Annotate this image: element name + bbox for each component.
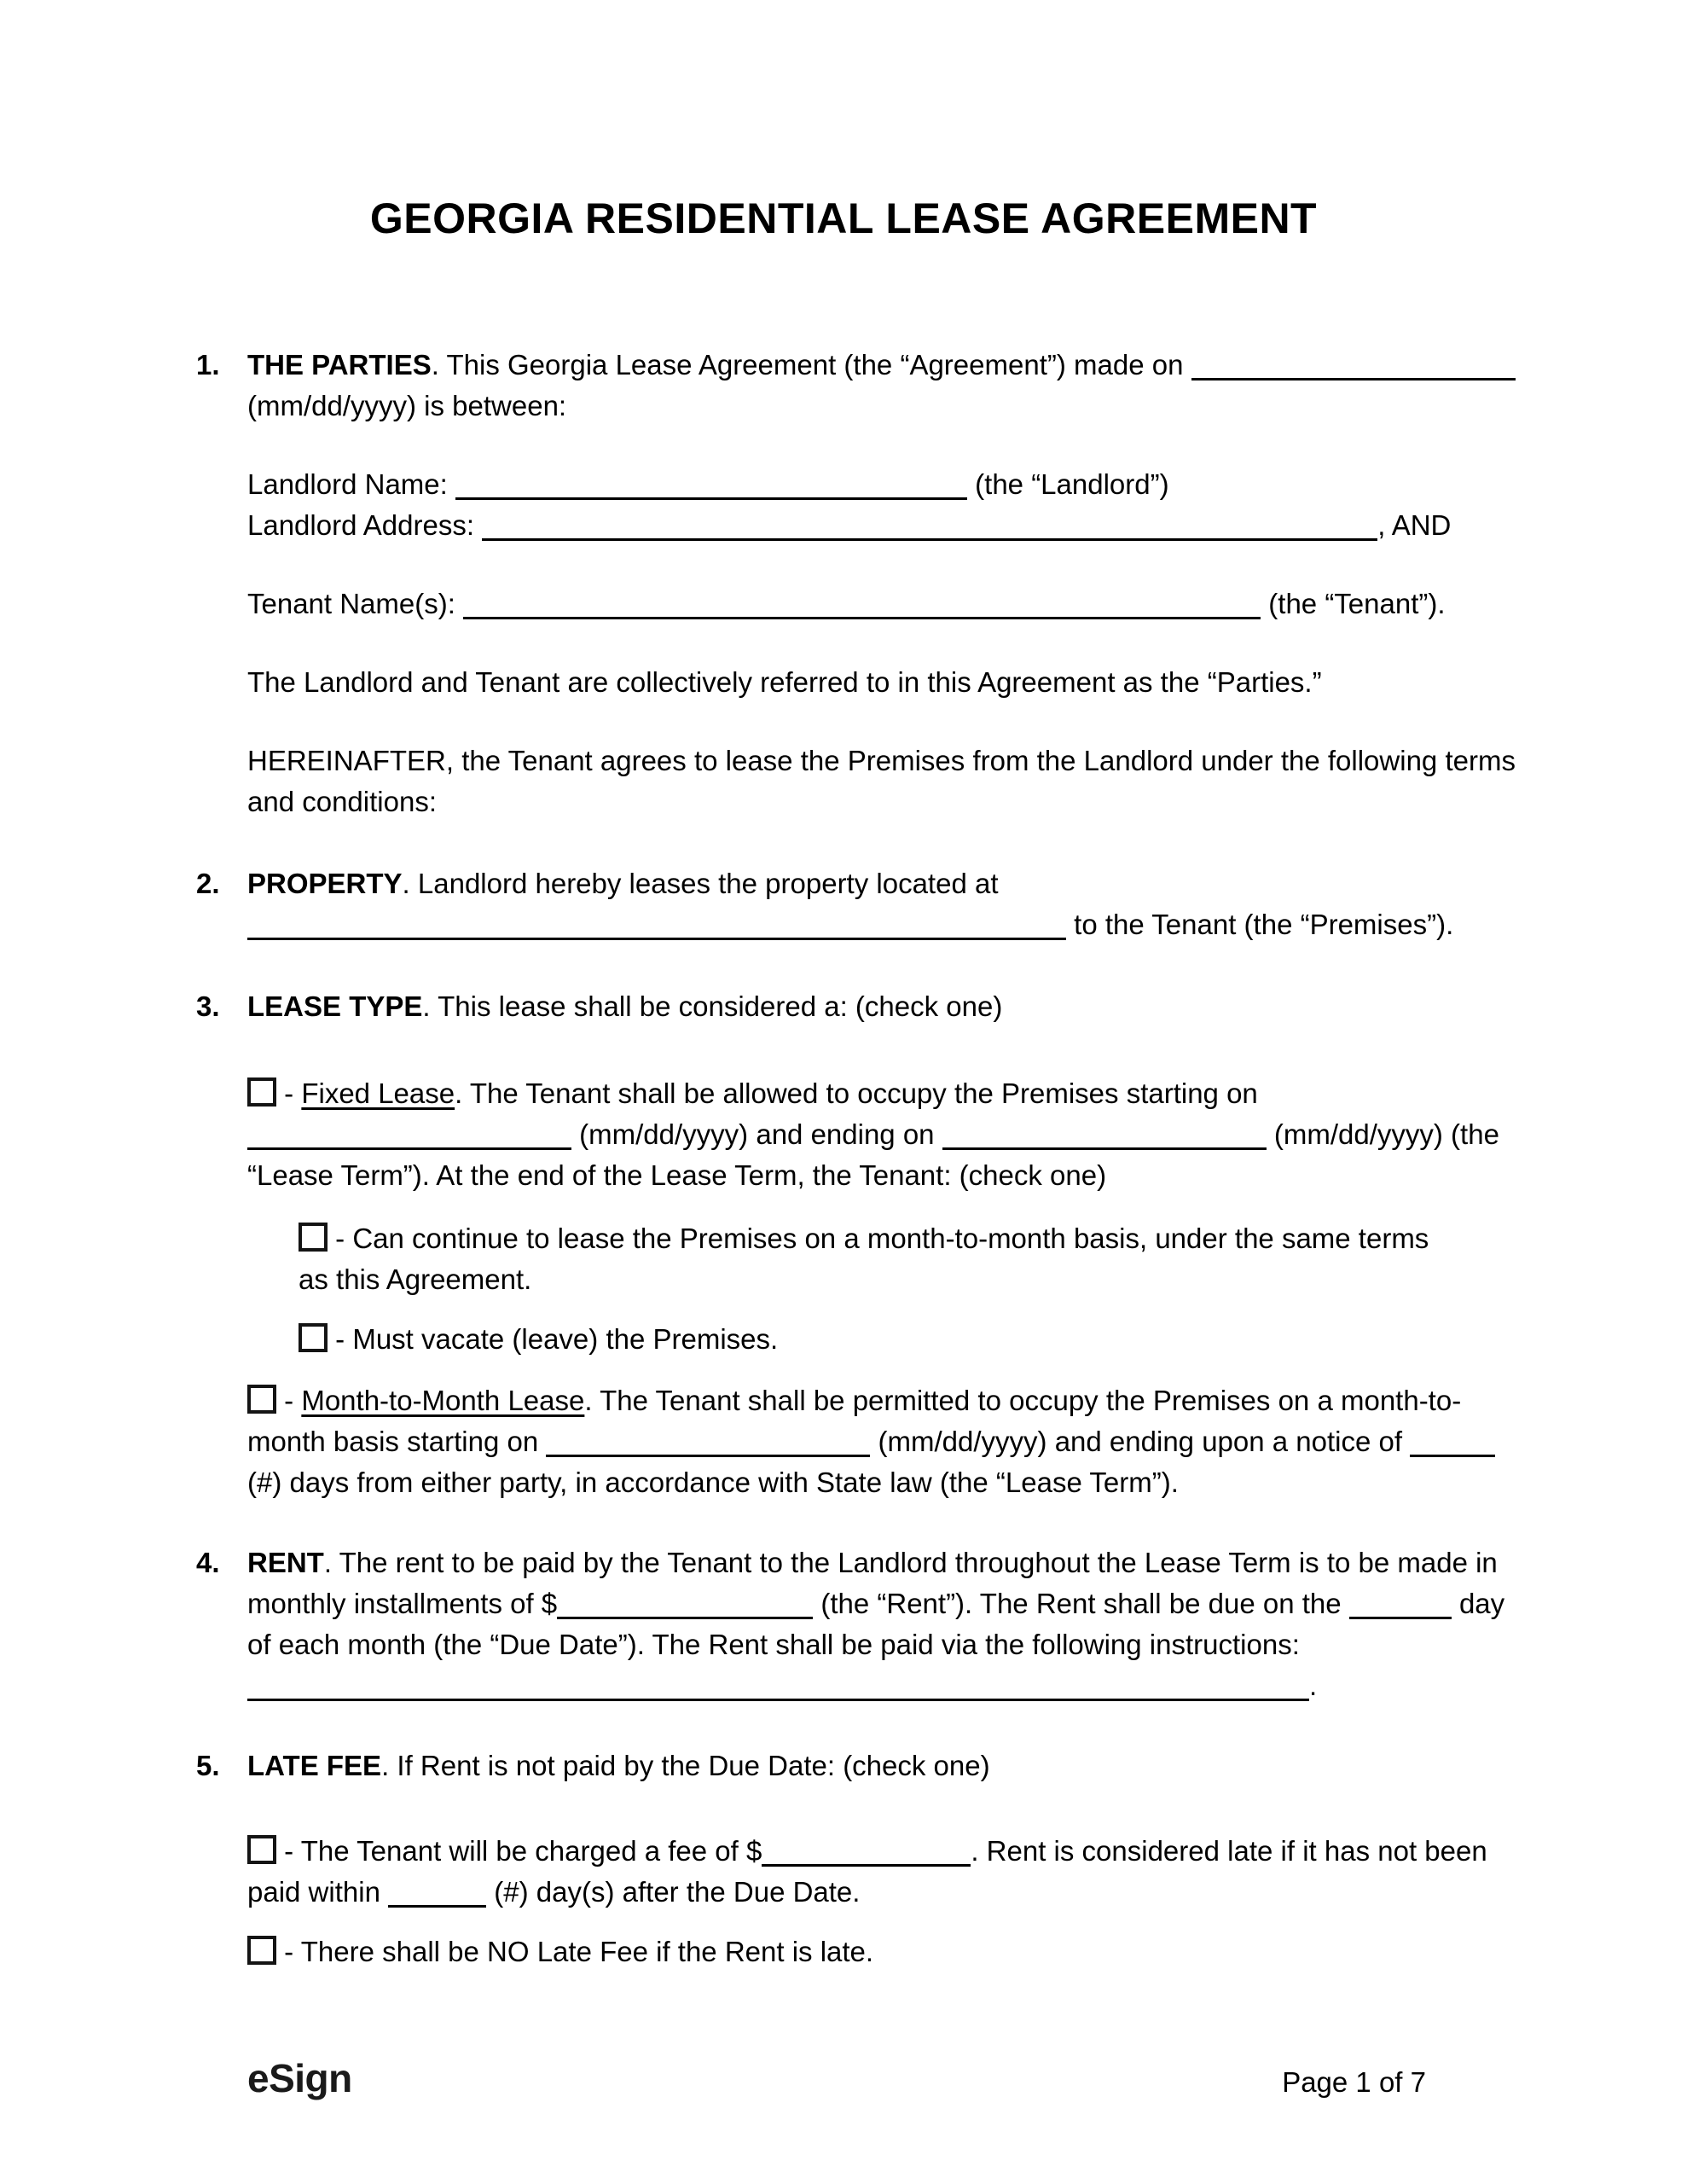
text-run: (#) day(s) after the Due Date. bbox=[494, 1876, 861, 1908]
text-run: . If Rent is not paid by the Due Date: (check one) bbox=[381, 1750, 990, 1781]
agreement-date-blank[interactable] bbox=[1191, 354, 1516, 380]
section-rent-heading: RENT bbox=[247, 1547, 324, 1578]
tenant-row bbox=[247, 584, 1516, 624]
continue-month-to-month-option bbox=[299, 1218, 1458, 1300]
section-lease-type bbox=[196, 986, 1516, 1027]
landlord-name-blank[interactable] bbox=[455, 473, 967, 500]
section-property-heading: PROPERTY bbox=[247, 868, 403, 899]
section-lease-type-heading: LEASE TYPE bbox=[247, 990, 423, 1022]
must-vacate-checkbox[interactable] bbox=[299, 1323, 328, 1352]
fixed-lease-label: Fixed Lease bbox=[301, 1077, 455, 1109]
document-body bbox=[196, 345, 1516, 1972]
rent-instructions-blank[interactable] bbox=[247, 1675, 1309, 1701]
landlord-name-row bbox=[247, 464, 1516, 505]
text-run: to the Tenant (the “Premises”). bbox=[1074, 909, 1454, 940]
text-run: - There shall be NO Late Fee if the Rent is late. bbox=[284, 1936, 874, 1967]
text-run: - Must vacate (leave) the Premises. bbox=[335, 1323, 779, 1355]
section-late-fee-heading: LATE FEE bbox=[247, 1750, 382, 1781]
mtm-start-date-blank[interactable] bbox=[546, 1431, 870, 1457]
section-late-fee bbox=[196, 1745, 1516, 1786]
hereinafter-clause: HEREINAFTER, the Tenant agrees to lease the Premises from the Landlord under the following terms and conditions: bbox=[247, 745, 1516, 817]
landlord-address-blank[interactable] bbox=[482, 514, 1377, 541]
text-run: , AND bbox=[1377, 509, 1452, 541]
property-address-blank[interactable] bbox=[247, 914, 1066, 940]
text-run: (mm/dd/yyyy) (the “Lease Term”). At the end of the Lease Term, the Tenant: (check one) bbox=[247, 1118, 1499, 1191]
mtm-notice-days-blank[interactable] bbox=[1410, 1431, 1495, 1457]
late-fee-charged-checkbox[interactable] bbox=[247, 1835, 276, 1864]
page-number: Page 1 of 7 bbox=[1282, 2066, 1426, 2098]
tenant-names-label: Tenant Name(s): bbox=[247, 588, 455, 619]
must-vacate-option bbox=[299, 1319, 1458, 1360]
text-run: (mm/dd/yyyy) and ending on bbox=[579, 1118, 935, 1150]
section-property bbox=[196, 863, 1516, 945]
text-run: (#) days from either party, in accordance with State law (the “Lease Term”). bbox=[247, 1467, 1179, 1498]
text-run: . bbox=[1309, 1670, 1318, 1701]
page-footer bbox=[247, 2058, 1426, 2103]
fixed-lease-option bbox=[247, 1073, 1516, 1196]
late-fee-charged-option bbox=[247, 1831, 1516, 1913]
landlord-name-label: Landlord Name: bbox=[247, 468, 448, 500]
no-late-fee-checkbox[interactable] bbox=[247, 1936, 276, 1965]
text-run: (the “Landlord”) bbox=[975, 468, 1169, 500]
esign-logo: eSign bbox=[247, 2056, 352, 2100]
section-property-number: 2. bbox=[196, 868, 220, 899]
section-lease-type-number: 3. bbox=[196, 990, 220, 1022]
month-to-month-lease-label: Month-to-Month Lease bbox=[301, 1385, 585, 1416]
collective-clause: The Landlord and Tenant are collectively referred to in this Agreement as the “Parties.” bbox=[247, 666, 1322, 698]
text-run: (the “Rent”). The Rent shall be due on the bbox=[820, 1588, 1342, 1619]
text-run: . This Georgia Lease Agreement (the “Agreement”) made on bbox=[431, 349, 1184, 380]
rent-due-day-blank[interactable] bbox=[1349, 1593, 1452, 1619]
continue-month-to-month-checkbox[interactable] bbox=[299, 1223, 328, 1252]
text-run: . The Tenant shall be permitted to occupy the Premises on a month-to-month basis starting on bbox=[247, 1385, 1462, 1457]
text-run: (the “Tenant”). bbox=[1268, 588, 1446, 619]
text-run: . This lease shall be considered a: (check one) bbox=[422, 990, 1003, 1022]
text-run: . The Tenant shall be allowed to occupy the Premises starting on bbox=[455, 1077, 1258, 1109]
text-run: (mm/dd/yyyy) is between: bbox=[247, 390, 567, 421]
section-parties-heading: THE PARTIES bbox=[247, 349, 432, 380]
no-late-fee-option bbox=[247, 1931, 1516, 1972]
text-run: - bbox=[284, 1077, 294, 1109]
section-rent bbox=[196, 1542, 1516, 1706]
landlord-address-label: Landlord Address: bbox=[247, 509, 475, 541]
text-run: - The Tenant will be charged a fee of $ bbox=[284, 1835, 762, 1867]
text-run: . Landlord hereby leases the property located at bbox=[402, 868, 999, 899]
page-title: GEORGIA RESIDENTIAL LEASE AGREEMENT bbox=[369, 195, 1318, 242]
month-to-month-lease-option bbox=[247, 1380, 1516, 1503]
late-fee-amount-blank[interactable] bbox=[762, 1840, 971, 1867]
landlord-block bbox=[247, 464, 1516, 546]
section-late-fee-number: 5. bbox=[196, 1750, 220, 1781]
text-run: day of each month (the “Due Date”). The Rent shall be paid via the following instructions: bbox=[247, 1588, 1505, 1660]
text-run: (mm/dd/yyyy) and ending upon a notice of bbox=[878, 1426, 1403, 1457]
text-run: - Can continue to lease the Premises on a month-to-month basis, under the same terms as this Agreement. bbox=[299, 1223, 1429, 1295]
landlord-address-row bbox=[247, 505, 1516, 546]
section-rent-number: 4. bbox=[196, 1547, 220, 1578]
text-run: . Rent is considered late if it has not been paid within bbox=[247, 1835, 1487, 1908]
fixed-lease-checkbox[interactable] bbox=[247, 1077, 276, 1107]
fixed-start-date-blank[interactable] bbox=[247, 1124, 571, 1150]
month-to-month-lease-checkbox[interactable] bbox=[247, 1385, 276, 1414]
late-fee-days-blank[interactable] bbox=[388, 1881, 486, 1908]
section-parties-number: 1. bbox=[196, 349, 220, 380]
tenant-names-blank[interactable] bbox=[463, 593, 1261, 619]
rent-amount-blank[interactable] bbox=[557, 1593, 813, 1619]
text-run: . The rent to be paid by the Tenant to the Landlord throughout the Lease Term is to be made in monthly installments of $ bbox=[247, 1547, 1498, 1619]
section-parties bbox=[196, 345, 1516, 427]
text-run: - bbox=[284, 1385, 294, 1416]
fixed-end-date-blank[interactable] bbox=[942, 1124, 1267, 1150]
